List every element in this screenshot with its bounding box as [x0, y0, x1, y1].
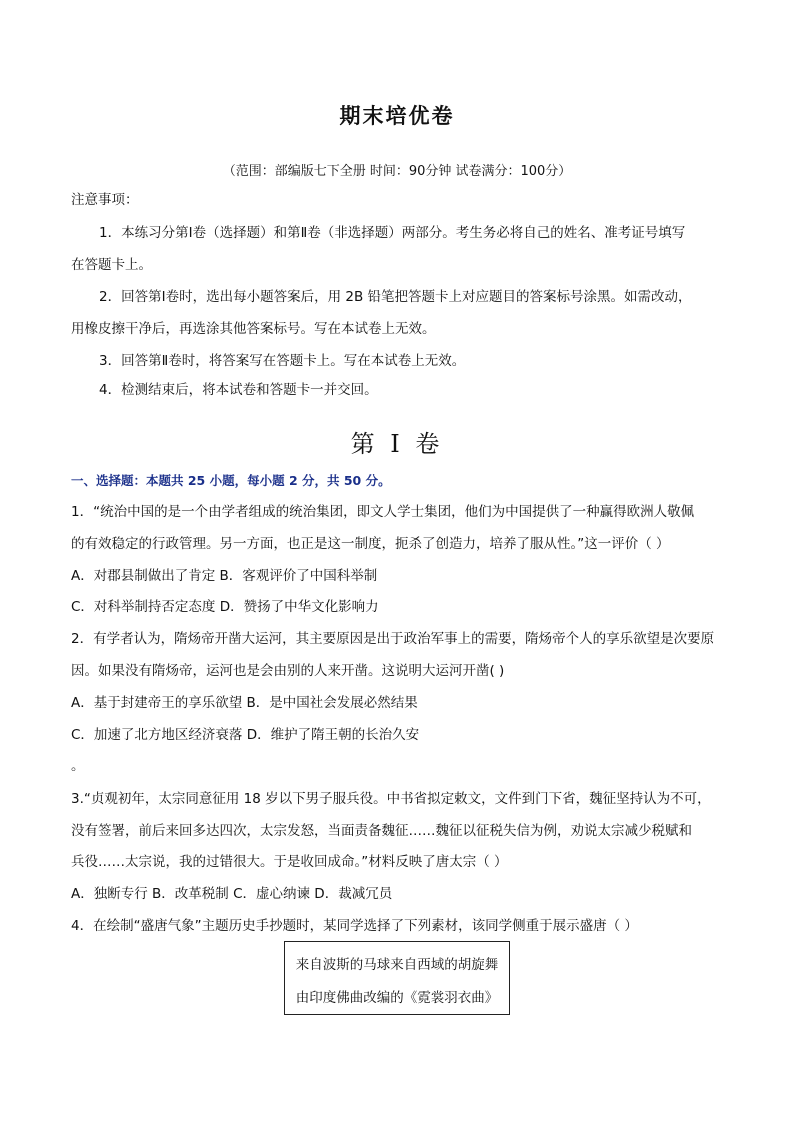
question-3-options: A．独断专行 B．改革税制 C．虚心纳谏 D．裁减冗员: [71, 886, 393, 902]
part-heading: 一、选择题：本题共 25 小题，每小题 2 分，共 50 分。: [71, 473, 391, 488]
question-1-text: 1．“统治中国的是一个由学者组成的统治集团，即文人学士集团，他们为中国提供了一种赢得欧洲人敬佩: [71, 504, 695, 520]
notice-line: 4．检测结束后，将本试卷和答题卡一并交回。: [99, 382, 378, 398]
stray-punctuation: 。: [71, 758, 85, 774]
notice-line: 1．本练习分第Ⅰ卷（选择题）和第Ⅱ卷（非选择题）两部分。考生务必将自己的姓名、准考证号填写: [99, 225, 686, 241]
notice-label: 注意事项：: [71, 192, 139, 208]
question-2-options: A．基于封建帝王的享乐欲望 B．是中国社会发展必然结果: [71, 695, 418, 711]
question-1-options: C．对科举制持否定态度 D．赞扬了中华文化影响力: [71, 599, 379, 615]
section-heading: 第 I 卷: [350, 430, 444, 458]
notice-line: 在答题卡上。: [71, 257, 152, 273]
question-3-text: 没有签署，前后来回多达四次，太宗发怒，当面责备魏征……魏征以征税失信为例，劝说太宗减少税赋和: [71, 823, 692, 839]
question-1-options: A．对郡县制做出了肯定 B．客观评价了中国科举制: [71, 568, 378, 584]
question-2-text: 因。如果没有隋炀帝，运河也是会由别的人来开凿。这说明大运河开凿( ): [71, 663, 505, 679]
question-3-text: 3.“贞观初年，太宗同意征用 18 岁以下男子服兵役。中书省拟定敕文，文件到门下省，魏征坚持认为不可，: [71, 791, 711, 807]
page-title: 期末培优卷: [339, 104, 455, 128]
question-2-text: 2．有学者认为，隋炀帝开凿大运河，其主要原因是出于政治军事上的需要，隋炀帝个人的享乐欲望是次要原: [71, 631, 715, 647]
question-4-text: 4．在绘制“盛唐气象”主题历史手抄题时，某同学选择了下列素材，该同学侧重于展示盛唐（ ）: [71, 918, 638, 934]
question-1-text: 的有效稳定的行政管理。另一方面，也正是这一制度，扼杀了创造力，培养了服从性。”这一评价（ ）: [71, 536, 670, 552]
notice-line: 3．回答第Ⅱ卷时，将答案写在答题卡上。写在本试卷上无效。: [99, 353, 466, 369]
exam-scope-subtitle: （范围：部编版七下全册 时间：90分钟 试卷满分：100分）: [222, 164, 572, 179]
material-line: 由印度佛曲改编的《霓裳羽衣曲》: [295, 990, 499, 1006]
notice-line: 用橡皮擦干净后，再选涂其他答案标号。写在本试卷上无效。: [71, 321, 436, 337]
question-3-text: 兵役……太宗说，我的过错很大。于是收回成命。”材料反映了唐太宗（ ）: [71, 854, 508, 870]
material-box: [284, 941, 510, 1015]
material-line: 来自波斯的马球来自西域的胡旋舞: [295, 957, 499, 973]
notice-line: 2．回答第Ⅰ卷时，选出每小题答案后，用 2B 铅笔把答题卡上对应题目的答案标号涂黑。如需改动，: [99, 289, 692, 305]
question-2-options: C．加速了北方地区经济衰落 D．维护了隋王朝的长治久安: [71, 727, 420, 743]
